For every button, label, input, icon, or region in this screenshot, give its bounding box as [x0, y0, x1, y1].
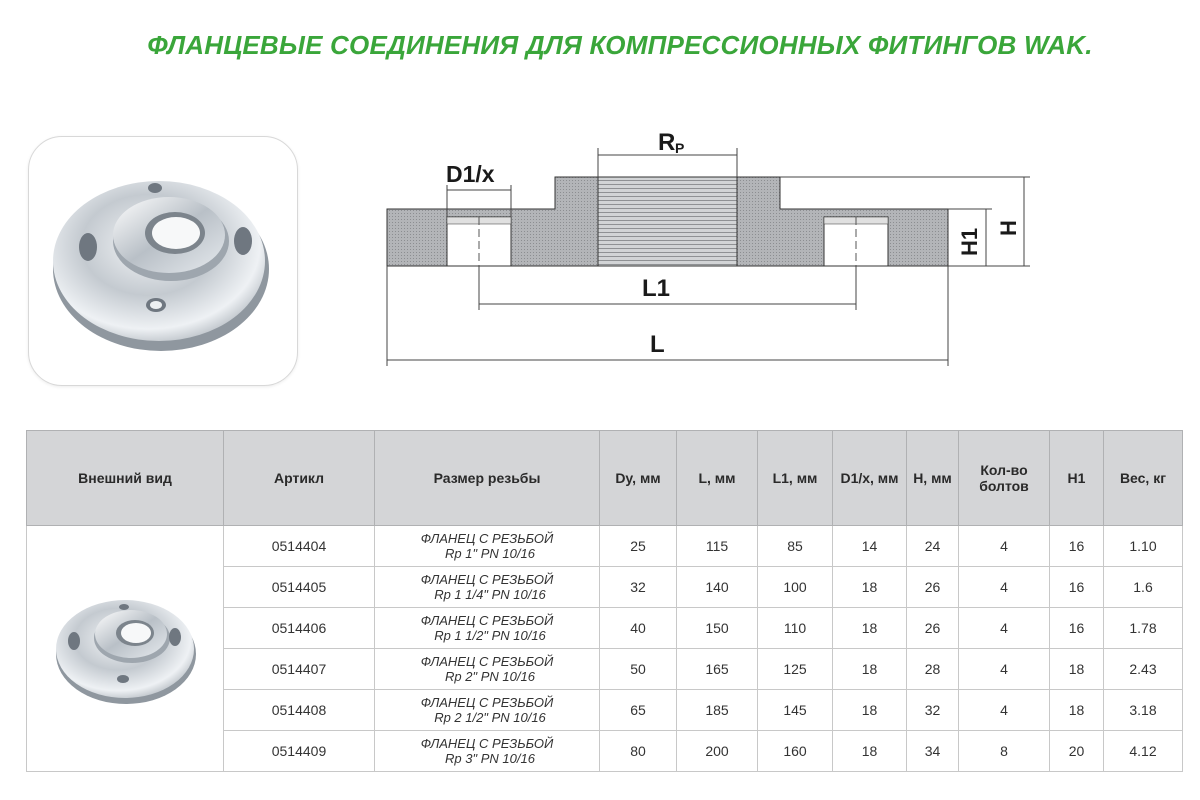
cell-l1: 145	[758, 690, 833, 731]
cell-bolts: 4	[959, 690, 1050, 731]
header-bolts: Кол-во болтов	[959, 431, 1050, 526]
flange-spec-table	[26, 430, 1183, 772]
dimension-label-h: H	[996, 220, 1021, 236]
cell-h1: 18	[1050, 649, 1104, 690]
cell-l: 185	[677, 690, 758, 731]
cell-thread: ФЛАНЕЦ С РЕЗЬБОЙ Rp 3" PN 10/16	[375, 731, 600, 772]
cell-weight: 1.6	[1104, 567, 1183, 608]
cell-l1: 160	[758, 731, 833, 772]
cell-l1: 110	[758, 608, 833, 649]
cell-article: 0514406	[224, 608, 375, 649]
cell-d1x: 18	[833, 567, 907, 608]
cell-d1x: 14	[833, 526, 907, 567]
cell-d1x: 18	[833, 731, 907, 772]
cell-h1: 16	[1050, 608, 1104, 649]
page-title: ФЛАНЦЕВЫЕ СОЕДИНЕНИЯ ДЛЯ КОМПРЕССИОННЫХ ФИТИНГОВ WAK.	[147, 30, 1093, 60]
cell-weight: 3.18	[1104, 690, 1183, 731]
cell-thread: ФЛАНЕЦ С РЕЗЬБОЙ Rp 1 1/2" PN 10/16	[375, 608, 600, 649]
product-photo-card	[28, 136, 298, 386]
cell-bolts: 4	[959, 526, 1050, 567]
header-h1: H1	[1050, 431, 1104, 526]
table-row	[27, 526, 1183, 567]
cell-h: 26	[907, 608, 959, 649]
cell-dy: 32	[600, 567, 677, 608]
dimension-label-rp: R	[658, 129, 676, 156]
cell-article: 0514408	[224, 690, 375, 731]
flange-thumbnail-icon	[50, 584, 200, 714]
cell-d1x: 18	[833, 690, 907, 731]
cell-l1: 125	[758, 649, 833, 690]
cell-h: 34	[907, 731, 959, 772]
cell-dy: 80	[600, 731, 677, 772]
header-thread: Размер резьбы	[375, 431, 600, 526]
cell-bolts: 4	[959, 649, 1050, 690]
cell-l1: 100	[758, 567, 833, 608]
flange-photo-icon	[29, 137, 297, 385]
header-dy: Dy, мм	[600, 431, 677, 526]
cell-h1: 16	[1050, 526, 1104, 567]
table-header-row	[27, 431, 1183, 526]
cell-h: 24	[907, 526, 959, 567]
cell-article: 0514405	[224, 567, 375, 608]
cell-bolts: 4	[959, 608, 1050, 649]
cell-h1: 18	[1050, 690, 1104, 731]
cell-h: 26	[907, 567, 959, 608]
cell-article: 0514404	[224, 526, 375, 567]
header-h: H, мм	[907, 431, 959, 526]
dimension-label-d1x: D1/x	[446, 161, 495, 187]
cell-l1: 85	[758, 526, 833, 567]
cell-l: 140	[677, 567, 758, 608]
cell-h1: 20	[1050, 731, 1104, 772]
cell-bolts: 4	[959, 567, 1050, 608]
header-weight: Вес, кг	[1104, 431, 1183, 526]
cell-d1x: 18	[833, 649, 907, 690]
cell-thread: ФЛАНЕЦ С РЕЗЬБОЙ Rp 2" PN 10/16	[375, 649, 600, 690]
cell-thread: ФЛАНЕЦ С РЕЗЬБОЙ Rp 1" PN 10/16	[375, 526, 600, 567]
dimension-label-l1: L1	[642, 275, 671, 302]
dimension-label-h1: H1	[957, 227, 982, 256]
cell-dy: 25	[600, 526, 677, 567]
appearance-cell	[27, 526, 224, 772]
cell-l: 150	[677, 608, 758, 649]
header-article: Артикл	[224, 431, 375, 526]
cell-bolts: 8	[959, 731, 1050, 772]
header-l: L, мм	[677, 431, 758, 526]
header-appearance: Внешний вид	[27, 431, 224, 526]
cell-dy: 65	[600, 690, 677, 731]
flange-technical-drawing	[380, 120, 1050, 380]
cell-weight: 2.43	[1104, 649, 1183, 690]
cell-l: 200	[677, 731, 758, 772]
cell-dy: 50	[600, 649, 677, 690]
cell-d1x: 18	[833, 608, 907, 649]
header-d1x: D1/x, мм	[833, 431, 907, 526]
cell-dy: 40	[600, 608, 677, 649]
cell-l: 115	[677, 526, 758, 567]
cell-thread: ФЛАНЕЦ С РЕЗЬБОЙ Rp 1 1/4" PN 10/16	[375, 567, 600, 608]
cell-thread: ФЛАНЕЦ С РЕЗЬБОЙ Rp 2 1/2" PN 10/16	[375, 690, 600, 731]
cell-h: 32	[907, 690, 959, 731]
header-l1: L1, мм	[758, 431, 833, 526]
cell-l: 165	[677, 649, 758, 690]
svg-text:P: P	[675, 140, 685, 156]
dimension-label-l: L	[650, 331, 665, 358]
cell-weight: 1.78	[1104, 608, 1183, 649]
cell-article: 0514407	[224, 649, 375, 690]
cell-h: 28	[907, 649, 959, 690]
cell-weight: 4.12	[1104, 731, 1183, 772]
cell-h1: 16	[1050, 567, 1104, 608]
cell-article: 0514409	[224, 731, 375, 772]
cell-weight: 1.10	[1104, 526, 1183, 567]
